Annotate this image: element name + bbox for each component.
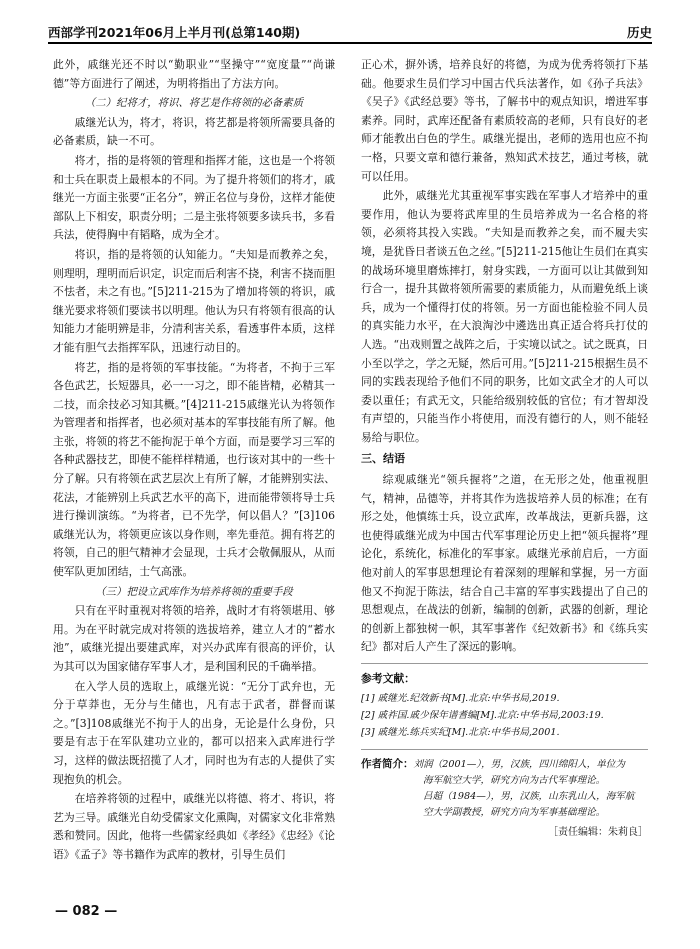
author-line: 海军航空大学，研究方向为古代军事理论。: [423, 774, 606, 786]
paragraph: 将艺，指的是将领的军事技能。“为将者，不拘于三军各色武艺，长短器具，必一一习之，即不能皆精，必精其一二技，而余技必习知其概。”[4]211-215戚继光认为将领作为管理者和指挥者，也必须对基本的军事技能有所了解。他主张，将领的将艺不能拘泥于单个方面，而是要学习三军的各种武器技艺，即使不能样样精通，也行该对其中的一些十分了解。只有将领在武艺层次上有所了解，才能辨别实法、花法，才能辨别上兵武艺水平的高下，进而能带领将导士兵进行操训演练。“为将者，已不先学，何以倡人？”[3]106戚继光认为，将领更应该以身作则，率先垂范。拥有将艺的将领，自己的胆气精神才会显现，士兵才会敬佩服从，从而使军队更加团结，士气高涨。: [53, 360, 335, 579]
left-column: [53, 56, 335, 866]
author-label: 作者简介：: [361, 757, 414, 770]
paragraph: 此外，戚继光还不时以“勤职业”“坚操守”“宽度量”“尚谦德”等方面进行了阐述，为明将指出了方法方向。: [53, 58, 335, 90]
reference-item: [2] 戚祚国.戚少保年谱耆编[M].北京:中华书局,2003:19.: [361, 709, 604, 721]
references-heading: 参考文献：: [361, 663, 648, 689]
author-info: [361, 749, 648, 821]
reference-item: [3] 戚继光.练兵实纪[M].北京:中华书局,2001.: [361, 726, 560, 738]
author-line: 刘润（2001—），男，汉族，四川绵阳人，单位为: [413, 758, 625, 770]
paragraph: 此外，戚继光尤其重视军事实践在军事人才培养中的重要作用，他认为要将武库里的生员培养成为一名合格的将领，必须将其投入实践。“夫知是而教养之矣，而不履夫实境，是犹昏日者谈五色之丝。”[5]211-215他让生员们在真实的战场环境里磨炼摔打，射身实践，一方面可以让其做到知行合一，提升其做将领所需要的素质能力，从而避免纸上谈兵，成为一个懂得打仗的将领。另一方面也能检验不同人员的真实能力水平，在大浪淘沙中遴选出真正适合将兵打仗的人选。“出戏则置之战阵之后，于实境以试之。试之既真，日小至以学之，学之无疑，然后可用。”[5]211-215根据生员不同的实践表现给予他们不同的职务，比如文武全才的人可以委以重任；有武无文，只能给级别较低的官位；有才智却没有声望的，只能当作小将使用，而没有德行的人，则不能轻易给与职位。: [361, 189, 649, 444]
paragraph: 在培养将领的过程中，戚继光以将德、将才、将识，将艺为三导。戚继光自幼受儒家文化熏陶，对儒家文化非常熟悉和赞同。因此，他将一些儒家经典如《孝经》《忠经》《论语》《孟子》等书籍作为武库的教材，引导生员们: [53, 792, 335, 861]
author-line: 吕超（1984—），男，汉族，山东乳山人，海军航: [423, 790, 635, 802]
section-heading: 三、结语: [361, 452, 405, 466]
subsection-heading: （三）把设立武库作为培养将领的重要手段: [95, 585, 293, 598]
right-column-body: [361, 56, 648, 657]
paragraph: 综观戚继光“领兵握将”之道，在无形之处，他重视胆气，精神，品德等，并将其作为选拔培养人员的标准；在有形之处，他慎练士兵，设立武库，改革战法，更新兵器，这也使得戚继光成为中国古代军事理论历史上把“领兵握将”理论化，系统化，标准化的军事家。戚继光承前启后，一方面他对前人的军事思想理论有着深刻的理解和掌握，另一方面他又不拘泥于陈法，结合自己丰富的军事实践提出了自己的思想观点，在战法的创新，编制的创新，武器的创新，理论的创新上都独树一帜，其军事著作《纪效新书》和《练兵实纪》都对后人产生了深远的影响。: [361, 473, 648, 654]
paragraph: 在入学人员的选取上，戚继光说：“无分丁武弁也，无分于草莽也，无分与生储也，凡有志于武者，群督而谋之。”[3]108戚继光不拘于人的出身，无论是什么身份，只要是有志于在军队建功立业的，都可以招来入武库进行学习，这样的做法既招揽了人才，同时也为有志的人提供了实现抱负的机会。: [53, 679, 335, 786]
journal-issue: 西部学刊2021年06月上半月刊(总第140期): [48, 25, 301, 40]
paragraph: 正心术，摒外诱，培养良好的将德，为成为优秀将领打下基础。他要求生员们学习中国古代兵法著作，如《孙子兵法》《吴子》《武经总要》等书，了解书中的观点知识，增进军事素养。同时，武库还配备有素质较高的老师，只有良好的老师才能教出白色的学生。戚继光提出，老师的选用也应不拘一格，只要文章和德行兼备，熟知武术技艺，通过考核，就可以任用。: [361, 58, 648, 183]
right-column: [361, 56, 648, 842]
paragraph: 将才，指的是将领的管理和指挥才能，这也是一个将领和士兵在职责上最根本的不同。为了提升将领们的将才，戚继光一方面主张要“正名分”，辨正名位与身份，这样才能使部队上下相安，职责分明；二是主张将领要多读兵书，多看兵法，使得胸中有韬略，成为全才。: [53, 153, 335, 242]
page-header: [48, 20, 652, 42]
responsible-editor: ［责任编辑：朱莉良］: [548, 826, 648, 838]
subsection-heading: （二）纪将才，将识、将艺是作将领的必备素质: [84, 97, 304, 110]
section-name: 历史: [626, 25, 652, 40]
paragraph: 只有在平时重视对将领的培养，战时才有将领堪用、够用。为在平时就完成对将领的选拔培养，建立人才的“蓄水池”，戚继光提出要建武库，对兴办武库有很高的评价，认为其可以为国家储存军事人才，是利国利民的千确举措。: [53, 604, 335, 673]
paragraph: 将识，指的是将领的认知能力。“夫知是而教养之矣，则理明，理明而后识定，识定而后利害不挠，利害不挠而胆不怯者，未之有也。”[5]211-215为了增加将领的将识，戚继光要求将领们要读书以明理。他认为只有将领有很高的认知能力才能明辨是非，分清利害关系，看透事件本质，这样才能有胆气去指挥军队，迅速行动目的。: [53, 247, 335, 354]
author-line: 空大学副教授，研究方向为军事基础理论。: [423, 806, 606, 818]
page-number: — 082 —: [55, 904, 118, 919]
header-rule: [48, 42, 652, 44]
reference-item: [1] 戚继光.纪效新书[M].北京:中华书局,2019.: [361, 692, 560, 704]
paragraph: 戚继光认为，将才，将识，将艺都是将领所需要具备的必备素质，缺一不可。: [53, 115, 335, 148]
